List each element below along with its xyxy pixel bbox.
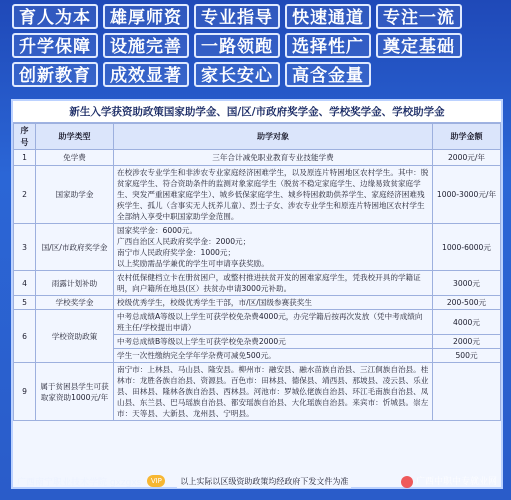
row-type: 学校资助政策: [36, 310, 114, 363]
slogan: 快速通道: [285, 4, 371, 29]
header-type: 助学类型: [36, 124, 114, 150]
table-row: [14, 296, 501, 310]
vip-badge: VIP: [147, 475, 165, 487]
slogan: 创新教育: [12, 62, 98, 87]
row-type: 免学费: [36, 150, 114, 166]
slogan: 雄厚师资: [103, 4, 189, 29]
slogan-row-2: [12, 33, 504, 58]
slogan: 选择性广: [285, 33, 371, 58]
row-no: 2: [14, 166, 36, 224]
slogan: 升学保障: [12, 33, 98, 58]
footer-note: 以上实际以区级资助政策均经政府下发文件为准: [177, 475, 351, 488]
row-amount: 1000-3000元/年: [433, 166, 501, 224]
row-target: 在校涉农专业学生和非涉农专业家庭经济困难学生，以及原连片特困地区农村学生。其中：脱贫家庭学生、符合资助条件的监测对象家庭学生（脱贫不稳定家庭学生、边缘易致贫家庭学生、突发严重困难家庭学生）、城乡低保家庭学生、城乡特困救助供养学生、家庭经济困难残疾学生、孤儿（含事实无人抚养儿童）、烈士子女、涉农专业学生和原连片特困地区农村学生全部纳入享受中职国家助学金范围。: [114, 166, 433, 224]
row-no: 1: [14, 150, 36, 166]
row-no: 5: [14, 296, 36, 310]
row-target: 国家奖学金：6000元。 广西自治区人民政府奖学金：2000元； 南宁市人民政府奖学金：1000元； 以上奖励需品学兼优的学生可申请享获奖励。: [114, 224, 433, 271]
brand-name: 广西中职中专就业网: [415, 477, 497, 487]
table-row: [14, 271, 501, 296]
slogan: 家长安心: [194, 62, 280, 87]
row-target: 中考总成绩B等级以上学生可获学校免杂费2000元: [114, 335, 433, 349]
row-amount: 2000元/年: [433, 150, 501, 166]
table-header-row: [14, 124, 501, 150]
header-target: 助学对象: [114, 124, 433, 150]
row-target: 南宁市：上林县、马山县、隆安县。柳州市：融安县、融水苗族自治县、三江侗族自治县。桂林市：龙胜各族自治县、资源县。百色市：田林县、德保县、靖西县、那坡县、凌云县、乐业县、田林县、隆林各族自治县、西林县。河池市：罗城仫佬族自治县、环江毛南族自治县、凤山县、东兰县、巴马瑶族自治县、都安瑶族自治县、大化瑶族自治县。来宾市：忻城县。崇左市：天等县、大新县、龙州县、宁明县。: [114, 363, 433, 421]
row-amount: 500元: [433, 349, 501, 363]
panel-title: 新生入学获资助政策国家助学金、国/区/市政府奖学金、学校奖学金、学校助学金: [13, 101, 501, 123]
brand-logo-icon: [401, 476, 413, 488]
slogan: 育人为本: [12, 4, 98, 29]
row-target: 中考总成绩A等级以上学生可获学校免杂费4000元，办完学籍后按再次发放（凭中考成绩向班主任/学校提出申请）: [114, 310, 433, 335]
slogan: 设施完善: [103, 33, 189, 58]
row-amount: 4000元: [433, 310, 501, 335]
brand-watermark: [401, 474, 497, 488]
row-type: 学校奖学金: [36, 296, 114, 310]
row-amount: 200-500元: [433, 296, 501, 310]
slogan: 奠定基础: [376, 33, 462, 58]
row-amount: 3000元: [433, 271, 501, 296]
row-type: 雨露计划补助: [36, 271, 114, 296]
slogan: 成效显著: [103, 62, 189, 87]
slogan-row-1: [12, 4, 504, 29]
row-target: 学生一次性缴纳完全学年学杂费可减免500元。: [114, 349, 433, 363]
row-target: 农村低保健档立卡在册贫困户，或整村推进扶贫开发的困难家庭学生，凭我校开具的学籍证明，向户籍所在地县(区）扶贫办申请3000元补助。: [114, 271, 433, 296]
slogan: 专业指导: [194, 4, 280, 29]
policy-panel: [11, 99, 503, 489]
row-type: 国/区/市政府奖学金: [36, 224, 114, 271]
slogan-block: [12, 4, 504, 91]
row-target: 三年合计减免职业教育专业技能学费: [114, 150, 433, 166]
row-type: 国家助学金: [36, 166, 114, 224]
row-no: 6: [14, 310, 36, 363]
table-row: [14, 310, 501, 335]
row-amount: [433, 363, 501, 421]
slogan: 高含金量: [285, 62, 371, 87]
slogan: 一路领跑: [194, 33, 280, 58]
row-amount: 2000元: [433, 335, 501, 349]
row-no: 3: [14, 224, 36, 271]
table-row: [14, 166, 501, 224]
header-amount: 助学金额: [433, 124, 501, 150]
slogan-row-3: [12, 62, 504, 87]
table-row: [14, 363, 501, 421]
footer-bar: [11, 470, 503, 492]
watermark-text: 广西南宁职业技术学院 gxzgxs: [17, 477, 142, 488]
row-target: 校级优秀学生，校级优秀学生干部，市/区/国级参赛获奖生: [114, 296, 433, 310]
slogan: 专注一流: [376, 4, 462, 29]
row-type: 属于贫困县学生可获取家资助1000元/年: [36, 363, 114, 421]
row-no: 4: [14, 271, 36, 296]
row-amount: 1000-6000元: [433, 224, 501, 271]
table-row: [14, 150, 501, 166]
policy-table: [13, 123, 501, 421]
table-row: [14, 224, 501, 271]
row-no: 9: [14, 363, 36, 421]
header-no: 序号: [14, 124, 36, 150]
